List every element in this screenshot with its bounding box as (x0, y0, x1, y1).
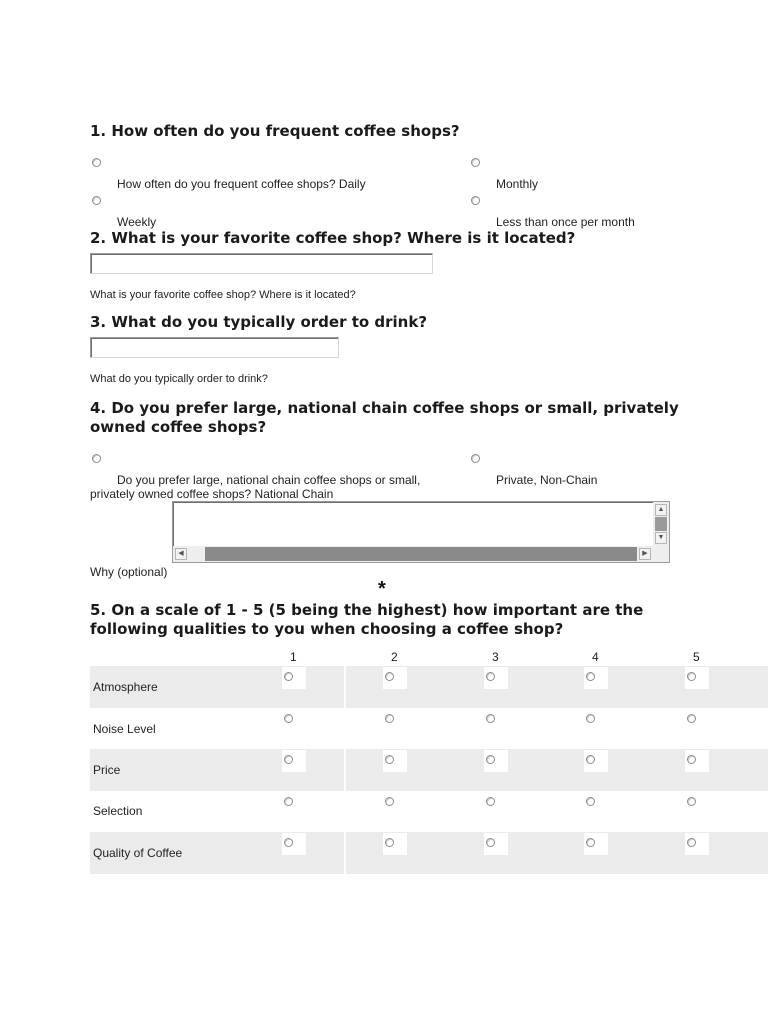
why-horizontal-scrollbar[interactable] (173, 546, 653, 562)
noise-level-rating-5-radio[interactable] (687, 714, 696, 723)
rating-row-quality-of-coffee (90, 832, 768, 874)
question-2-title: 2. What is your favorite coffee shop? Where is it located? (90, 229, 576, 247)
atmosphere-rating-3-radio[interactable] (486, 672, 495, 681)
favorite-shop-input[interactable] (90, 253, 433, 274)
question-1-title: 1. How often do you frequent coffee shops? (90, 122, 460, 140)
question-5-title-line1: 5. On a scale of 1 - 5 (5 being the highest) how important are the (90, 601, 644, 619)
atmosphere-rating-2-radio[interactable] (385, 672, 394, 681)
selection-rating-5-radio[interactable] (687, 797, 696, 806)
vertical-scroll-thumb[interactable] (655, 517, 667, 531)
scroll-left-arrow-icon[interactable]: ◀ (175, 548, 187, 560)
column-header-5: 5 (693, 650, 700, 664)
noise-level-rating-1-radio[interactable] (284, 714, 293, 723)
quality-of-coffee-rating-1-radio[interactable] (284, 838, 293, 847)
favorite-shop-label: What is your favorite coffee shop? Where is it located? (90, 289, 356, 301)
question-5-title (90, 601, 643, 639)
quality-of-coffee-rating-3-radio[interactable] (486, 838, 495, 847)
atmosphere-rating-4-radio[interactable] (586, 672, 595, 681)
rating-row-noise-level (90, 708, 768, 750)
q1-less-than-monthly-label: Less than once per month (496, 215, 635, 229)
column-divider (344, 666, 346, 708)
question-5-title-line2: following qualities to you when choosing a coffee shop? (90, 620, 564, 638)
column-header-2: 2 (391, 650, 398, 664)
noise-level-rating-2-radio[interactable] (385, 714, 394, 723)
q4-national-chain-label-line1: Do you prefer large, national chain coffee shops or small, (117, 473, 421, 487)
required-asterisk: * (378, 578, 386, 600)
row-label-price: Price (93, 763, 121, 777)
scroll-down-arrow-icon[interactable]: ▼ (655, 532, 667, 544)
typical-drink-label: What do you typically order to drink? (90, 373, 268, 385)
quality-of-coffee-rating-2-radio[interactable] (385, 838, 394, 847)
q1-daily-label: How often do you frequent coffee shops? Daily (117, 177, 366, 191)
rating-row-atmosphere (90, 666, 768, 708)
q1-less-than-monthly-radio[interactable] (471, 196, 480, 205)
q1-daily-radio[interactable] (92, 158, 101, 167)
noise-level-rating-3-radio[interactable] (486, 714, 495, 723)
price-rating-4-radio[interactable] (586, 755, 595, 764)
rating-row-selection (90, 791, 768, 833)
q1-monthly-radio[interactable] (471, 158, 480, 167)
column-divider (344, 832, 346, 874)
why-textarea[interactable] (172, 501, 670, 563)
column-header-3: 3 (492, 650, 499, 664)
row-label-quality-of-coffee: Quality of Coffee (93, 846, 183, 860)
row-label-selection: Selection (93, 804, 143, 818)
scroll-right-arrow-icon[interactable]: ▶ (639, 548, 651, 560)
q4-private-radio[interactable] (471, 454, 480, 463)
rating-row-price (90, 749, 768, 791)
atmosphere-rating-5-radio[interactable] (687, 672, 696, 681)
question-4-title (90, 399, 679, 437)
column-header-1: 1 (290, 650, 297, 664)
selection-rating-1-radio[interactable] (284, 797, 293, 806)
q1-weekly-radio[interactable] (92, 196, 101, 205)
scroll-up-arrow-icon[interactable]: ▲ (655, 504, 667, 516)
selection-rating-2-radio[interactable] (385, 797, 394, 806)
quality-of-coffee-rating-5-radio[interactable] (687, 838, 696, 847)
price-rating-5-radio[interactable] (687, 755, 696, 764)
price-rating-1-radio[interactable] (284, 755, 293, 764)
q1-weekly-label: Weekly (117, 215, 157, 229)
q4-private-label: Private, Non-Chain (496, 473, 598, 487)
q4-national-chain-radio[interactable] (92, 454, 101, 463)
question-4-title-line1: 4. Do you prefer large, national chain coffee shops or small, privately (90, 399, 679, 417)
column-divider (344, 749, 346, 791)
price-rating-2-radio[interactable] (385, 755, 394, 764)
why-vertical-scrollbar[interactable] (653, 502, 669, 546)
question-4-title-line2: owned coffee shops? (90, 418, 267, 436)
row-label-atmosphere: Atmosphere (93, 680, 158, 694)
why-optional-label: Why (optional) (90, 565, 168, 579)
q4-national-chain-label-line2: privately owned coffee shops? National Chain (90, 487, 334, 501)
noise-level-rating-4-radio[interactable] (586, 714, 595, 723)
atmosphere-rating-1-radio[interactable] (284, 672, 293, 681)
scrollbar-corner (653, 546, 669, 562)
row-label-noise-level: Noise Level (93, 722, 156, 736)
question-3-title: 3. What do you typically order to drink? (90, 313, 428, 331)
quality-of-coffee-rating-4-radio[interactable] (586, 838, 595, 847)
horizontal-scroll-thumb[interactable] (205, 547, 637, 561)
column-header-4: 4 (592, 650, 599, 664)
typical-drink-input[interactable] (90, 337, 339, 358)
price-rating-3-radio[interactable] (486, 755, 495, 764)
q1-monthly-label: Monthly (496, 177, 539, 191)
selection-rating-4-radio[interactable] (586, 797, 595, 806)
selection-rating-3-radio[interactable] (486, 797, 495, 806)
